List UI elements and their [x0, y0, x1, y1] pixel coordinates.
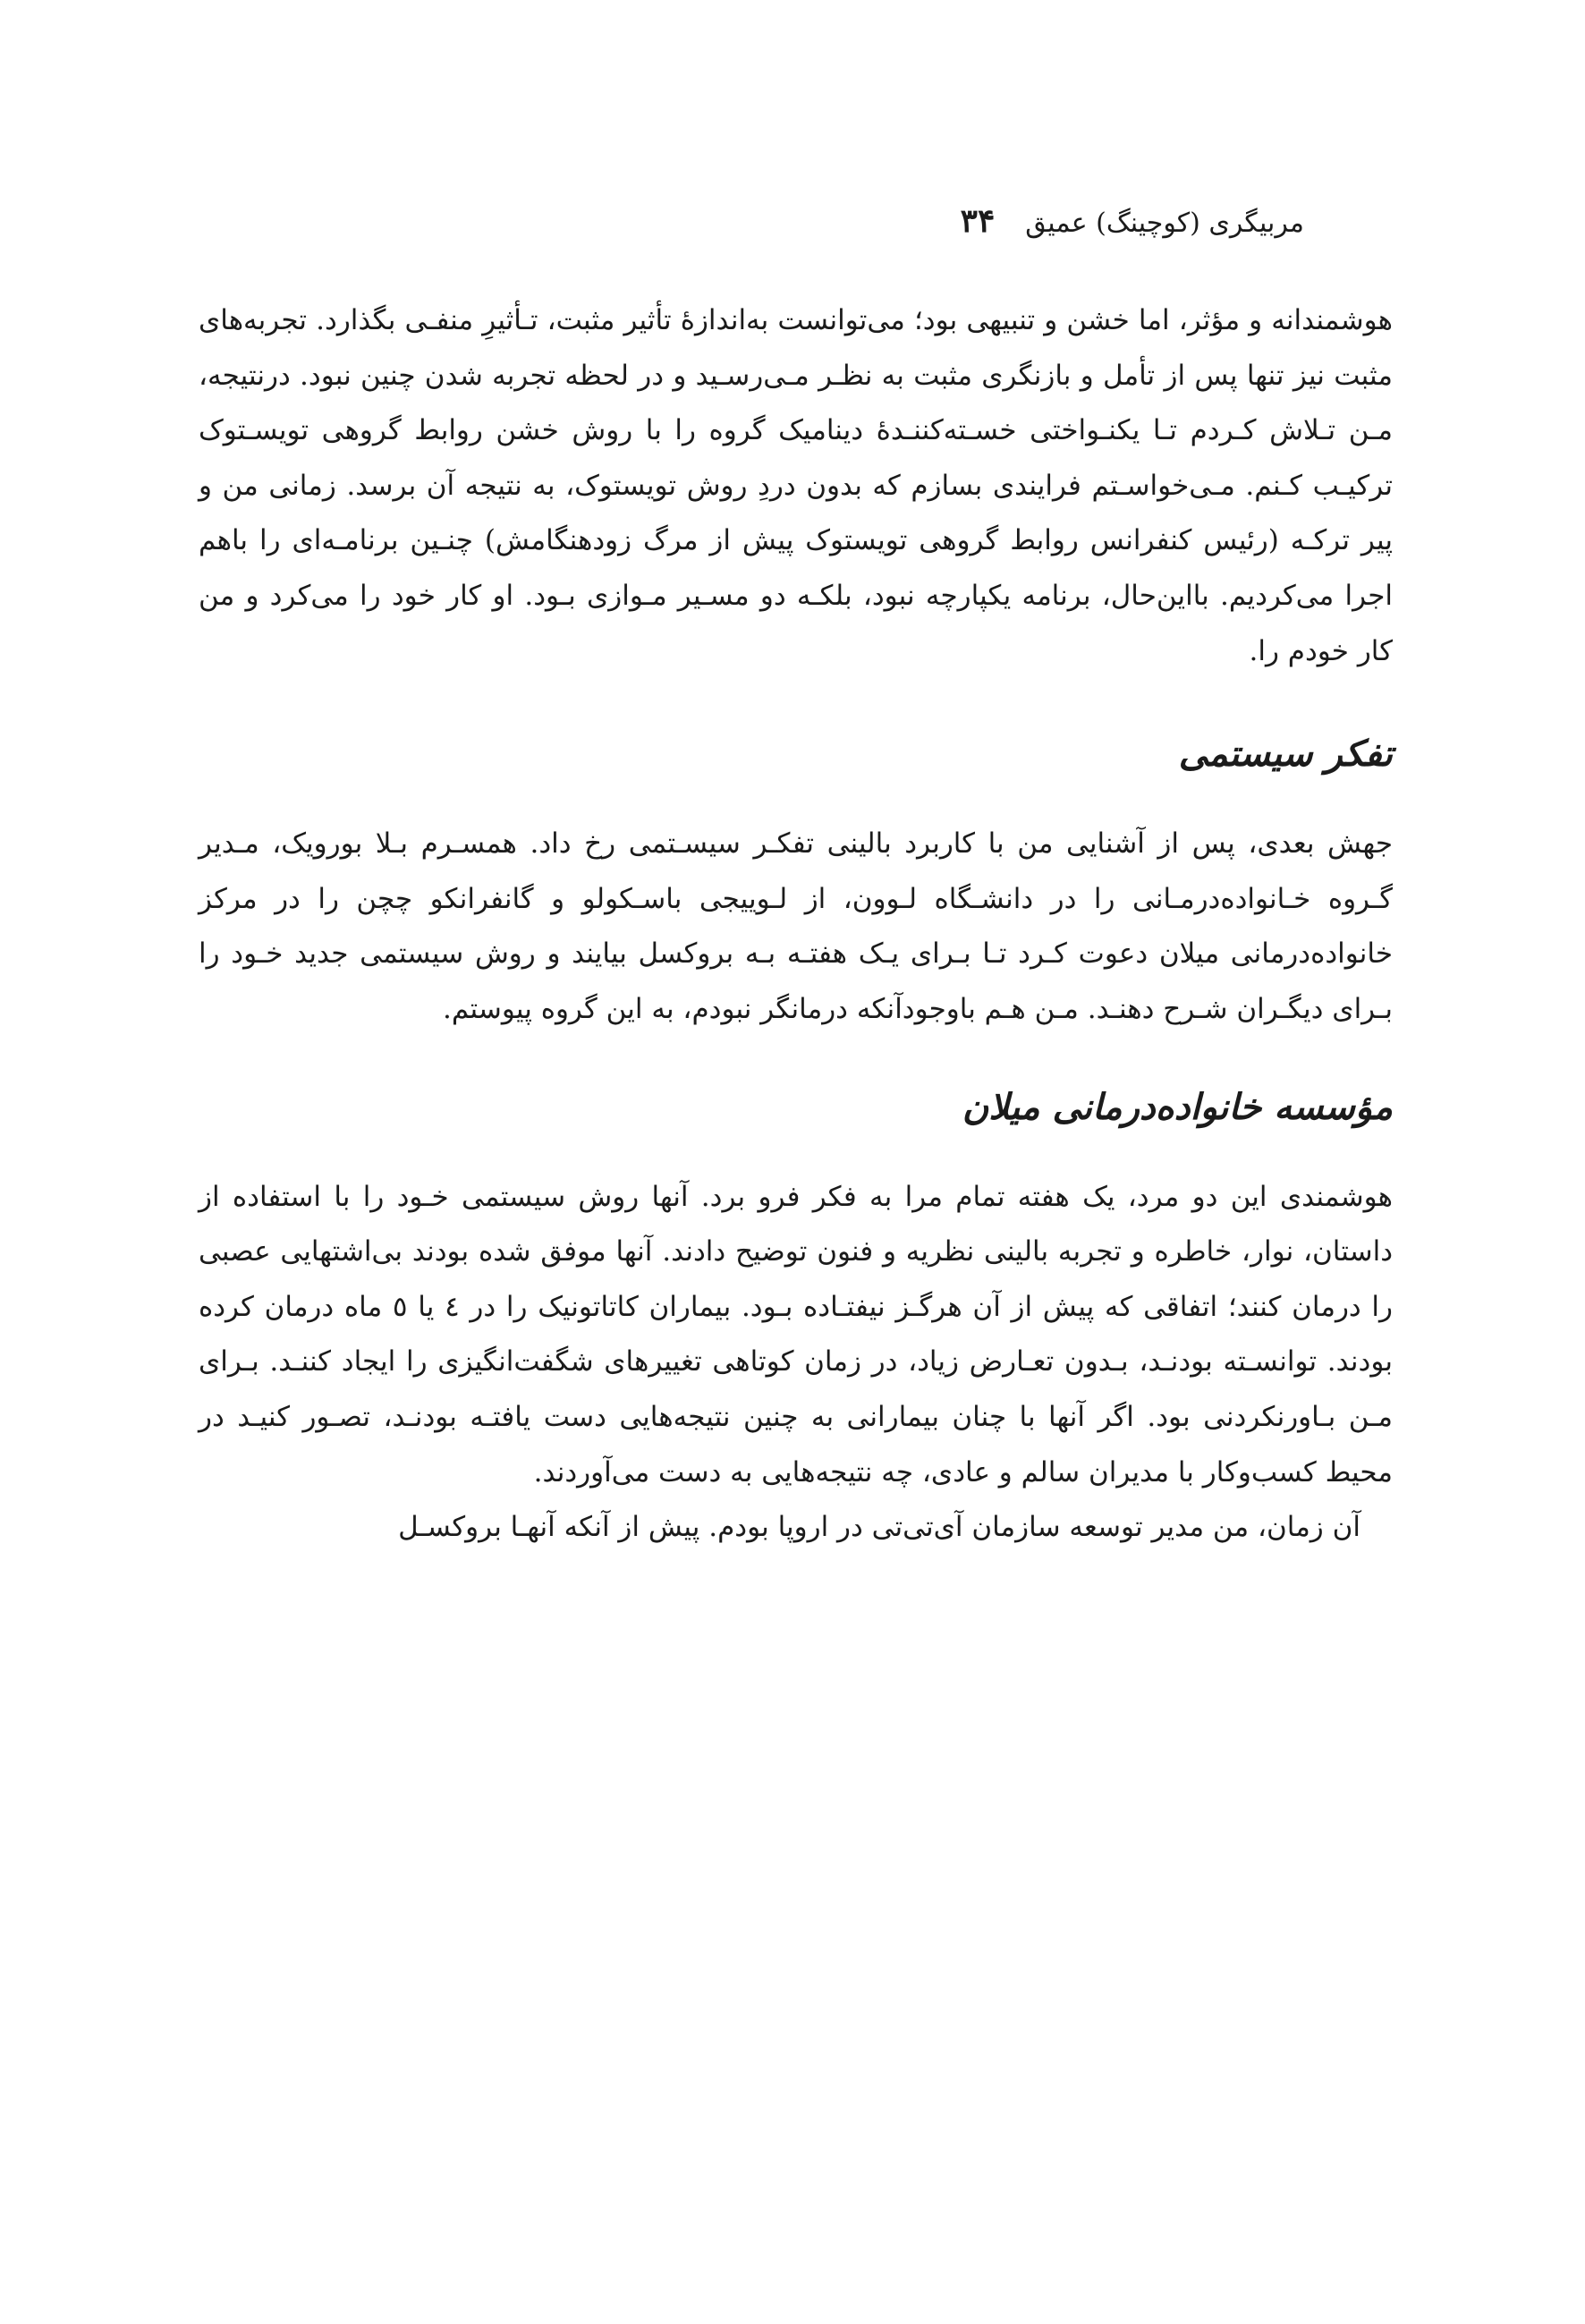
section-heading-systems-thinking: تفکر سیستمی	[1178, 733, 1393, 776]
paragraph-itt-europe: آن زمان، من مدیر توسعه سازمان آی‌تی‌تی در اروپا بودم. پیش از آنکه آنهـا بروکسـل	[398, 1511, 1360, 1544]
body-text	[199, 293, 1393, 1556]
paragraph-next-leap: جهش بعدی، پس از آشنایی من با کاربرد بالینی تفکـر سیسـتمی رخ داد. همسـرم بـلا بورویک، مـدیر گـروه خـانواده‌درمـانی را در دانشـگاه لـوون، از لـوییجی باسـکولو و گانفرانکو چچن را در مرکز خانواده‌درمانی میلان دعوت کـرد تـا بـرای یـک هفتـه بـه بروکسل بیایند و روش سیستمی جدید خـود را بـرای دیگـران شـرح دهنـد. مـن هـم باوجودآنکه درمانگر نبودم، به این گروه پیوستم.	[199, 827, 1393, 1025]
section-heading-milan-institute: مؤسسه خانواده‌درمانی میلان	[962, 1085, 1393, 1128]
page-number: ۳۴	[960, 202, 996, 240]
paragraph-continued: هوشمندانه و مؤثر، اما خشن و تنبیهی بود؛ می‌توانست به‌اندازهٔ تأثیر مثبت، تـأثیرِ منفـی بگذارد. تجربه‌های مثبت نیز تنها پس از تأمل و بازنگری مثبت به نظـر مـی‌رسـید و در لحظه تجربه شدن چنین نبود. درنتیجه، مـن تـلاش کـردم تـا یکنـواختی خسـته‌کننـدهٔ دینامیک گروه را با روش خشن روابط گروهی تویسـتوک ترکیـب کـنم. مـی‌خواسـتم فرایندی بسازم که بدون دردِ روش تویستوک، به نتیجه آن برسد. زمانی من و پیر ترکـه (رئیس کنفرانس روابط گروهی تویستوک پیش از مرگ زودهنگامش) چنـین برنامـه‌ای را باهم اجرا می‌کردیم. بااین‌حال، برنامه یکپارچه نبود، بلکـه دو مسـیر مـوازی بـود. او کار خود را می‌کرد و من کار خودم را.	[199, 304, 1393, 667]
running-head	[961, 202, 1304, 240]
paragraph-milan-intelligence: هوشمندی این دو مرد، یک هفته تمام مرا به فکر فرو برد. آنها روش سیستمی خـود را با استفاده از داستان، نوار، خاطره و تجربه بالینی نظریه و فنون توضیح دادند. آنها موفق شده بودند بی‌اشتهایی عصبی را درمان کنند؛ اتفاقی که پیش از آن هرگـز نیفتـاده بـود. بیماران کاتاتونیک را در ٤ یا ٥ ماه درمان کرده بودند. توانسـته بودنـد، بـدون تعـارض زیاد، در زمان کوتاهی تغییرهای شگفت‌انگیزی را ایجاد کننـد. بـرای مـن بـاورنکردنی بود. اگر آنها با چنان بیمارانی به چنین نتیجه‌هایی دست یافتـه بودنـد، تصـور کنیـد در محیط کسب‌وکار با مدیران سالم و عادی، چه نتیجه‌هایی به دست می‌آوردند.	[199, 1180, 1394, 1489]
book-title: مربیگری (کوچینگ) عمیق	[1025, 208, 1304, 239]
